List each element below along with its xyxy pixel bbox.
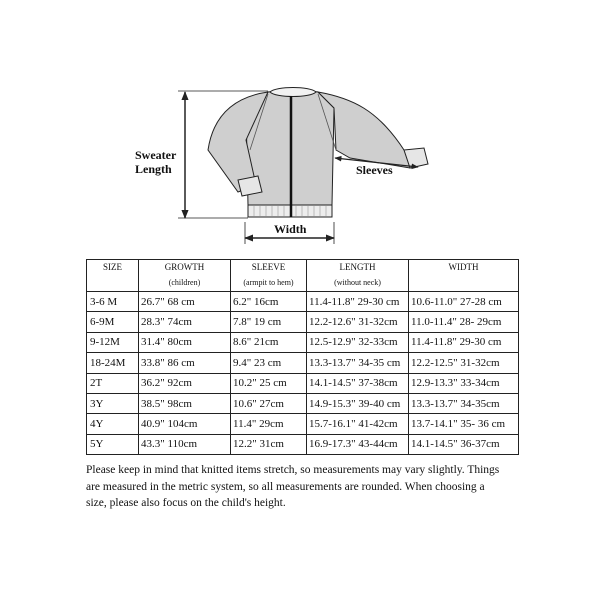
cell-length: 12.5-12.9" 32-33cm (307, 332, 409, 352)
table-row (87, 353, 519, 373)
header-width: WIDTH (409, 260, 519, 292)
cell-size: 18-24M (87, 353, 139, 373)
cell-growth: 33.8" 86 cm (139, 353, 231, 373)
cell-sleeve: 10.6" 27cm (231, 393, 307, 413)
cell-length: 14.9-15.3" 39-40 cm (307, 393, 409, 413)
sweater-length-label: Sweater Length (135, 148, 177, 176)
cell-growth: 31.4" 80cm (139, 332, 231, 352)
sweater-measurement-diagram (0, 0, 600, 250)
cell-length: 13.3-13.7" 34-35 cm (307, 353, 409, 373)
cell-sleeve: 12.2" 31cm (231, 434, 307, 454)
neck-band (270, 88, 316, 97)
table-row (87, 434, 519, 454)
table-row (87, 393, 519, 413)
cell-growth: 26.7" 68 cm (139, 292, 231, 312)
table-row (87, 414, 519, 434)
cell-width: 12.2-12.5" 31-32cm (409, 353, 519, 373)
table-row (87, 312, 519, 332)
cell-length: 11.4-11.8" 29-30 cm (307, 292, 409, 312)
cell-growth: 36.2" 92cm (139, 373, 231, 393)
cell-growth: 40.9" 104cm (139, 414, 231, 434)
cell-sleeve: 7.8" 19 cm (231, 312, 307, 332)
header-growth: GROWTH (children) (139, 260, 231, 292)
cell-length: 16.9-17.3" 43-44cm (307, 434, 409, 454)
cell-width: 13.3-13.7" 34-35cm (409, 393, 519, 413)
cell-growth: 43.3" 110cm (139, 434, 231, 454)
cell-sleeve: 9.4" 23 cm (231, 353, 307, 373)
cell-size: 3Y (87, 393, 139, 413)
cell-size: 2T (87, 373, 139, 393)
cell-width: 11.4-11.8" 29-30 cm (409, 332, 519, 352)
cell-size: 5Y (87, 434, 139, 454)
table-row (87, 292, 519, 312)
cell-width: 13.7-14.1" 35- 36 cm (409, 414, 519, 434)
cell-size: 4Y (87, 414, 139, 434)
cell-sleeve: 10.2" 25 cm (231, 373, 307, 393)
cell-length: 15.7-16.1" 41-42cm (307, 414, 409, 434)
cell-size: 6-9M (87, 312, 139, 332)
width-label: Width (274, 222, 307, 236)
left-cuff (238, 176, 262, 196)
cell-length: 14.1-14.5" 37-38cm (307, 373, 409, 393)
table-row (87, 373, 519, 393)
cell-size: 3-6 M (87, 292, 139, 312)
cell-sleeve: 11.4" 29cm (231, 414, 307, 434)
cell-width: 14.1-14.5" 36-37cm (409, 434, 519, 454)
header-length: LENGTH (without neck) (307, 260, 409, 292)
header-size: SIZE (87, 260, 139, 292)
size-chart-table (86, 259, 519, 455)
cell-width: 10.6-11.0" 27-28 cm (409, 292, 519, 312)
header-sleeve: SLEEVE (armpit to hem) (231, 260, 307, 292)
cell-sleeve: 6.2" 16cm (231, 292, 307, 312)
table-row (87, 332, 519, 352)
table-header-row (87, 260, 519, 292)
cell-size: 9-12M (87, 332, 139, 352)
cell-width: 11.0-11.4" 28- 29cm (409, 312, 519, 332)
cell-length: 12.2-12.6" 31-32cm (307, 312, 409, 332)
cell-sleeve: 8.6" 21cm (231, 332, 307, 352)
cell-width: 12.9-13.3" 33-34cm (409, 373, 519, 393)
cell-growth: 38.5" 98cm (139, 393, 231, 413)
sweater-illustration (0, 0, 600, 250)
sizing-note: Please keep in mind that knitted items stretch, so measurements may vary slightly. Things are measured in the metric system, so all measurements are rounded. When choosing a size, please also focus on the child's height. (86, 464, 500, 509)
cell-growth: 28.3" 74cm (139, 312, 231, 332)
sleeves-label: Sleeves (356, 163, 393, 177)
